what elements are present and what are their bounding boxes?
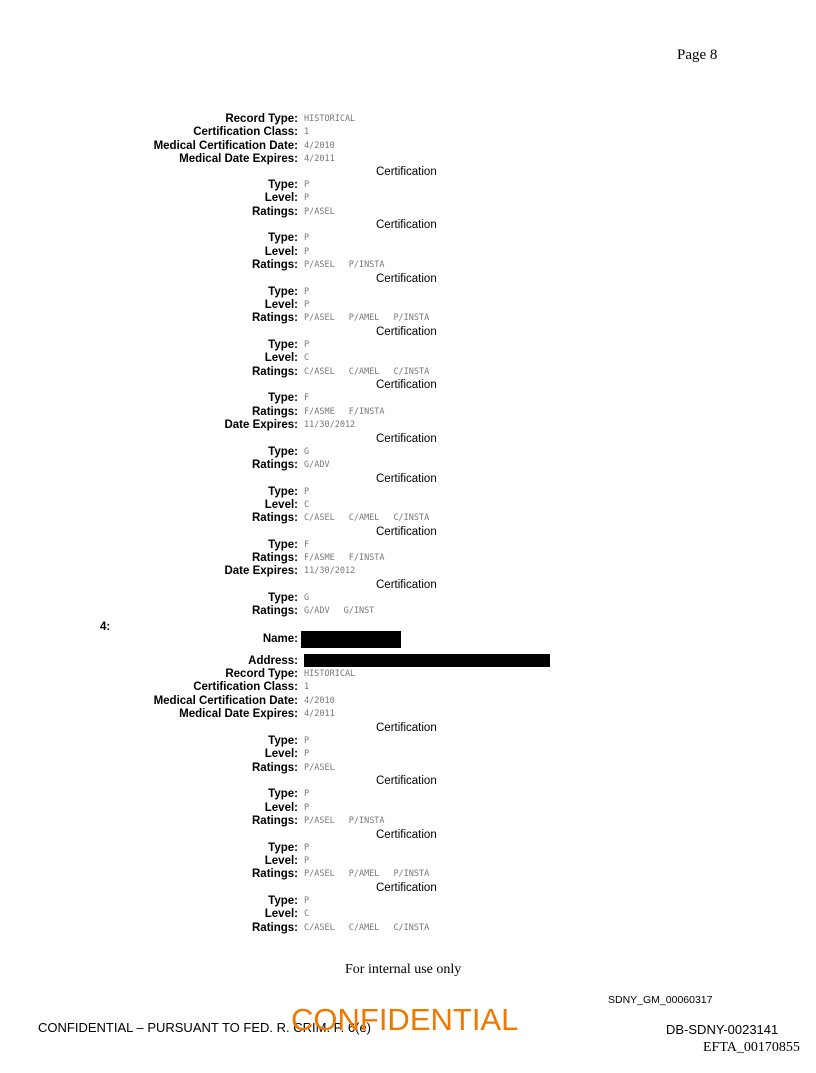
type-value: P bbox=[304, 233, 310, 244]
level-value: P bbox=[304, 749, 310, 760]
ratings-label: Ratings: bbox=[252, 605, 298, 618]
date-expires-value: 11/30/2012 bbox=[304, 419, 356, 430]
medical-date-expires-label: Medical Date Expires: bbox=[179, 707, 298, 720]
medical-certification-date-value: 4/2010 bbox=[304, 695, 335, 706]
ratings-label: Ratings: bbox=[252, 868, 298, 881]
level-label: Level: bbox=[264, 801, 298, 814]
type-label: Type: bbox=[268, 445, 298, 458]
ratings-value bbox=[304, 406, 399, 419]
certification-heading: Certification bbox=[376, 579, 437, 592]
type-label: Type: bbox=[268, 538, 298, 551]
rating-code: P/INSTA bbox=[393, 313, 430, 324]
level-label: Level: bbox=[264, 298, 298, 311]
ratings-value bbox=[304, 259, 399, 272]
certification-class-label: Certification Class: bbox=[193, 681, 298, 694]
level-label: Level: bbox=[264, 748, 298, 761]
medical-date-expires-value: 4/2011 bbox=[304, 708, 335, 719]
name-redaction bbox=[301, 631, 401, 648]
ratings-label: Ratings: bbox=[252, 365, 298, 378]
rating-code: P/ASEL bbox=[304, 869, 335, 880]
type-value: P bbox=[304, 339, 310, 350]
ratings-value bbox=[304, 312, 443, 325]
ratings-value bbox=[304, 605, 388, 618]
record-type-value: HISTORICAL bbox=[304, 669, 356, 679]
ratings-label: Ratings: bbox=[252, 405, 298, 418]
rating-code: C/ASEL bbox=[304, 366, 335, 377]
rating-code: G/ADV bbox=[304, 606, 330, 617]
ratings-value bbox=[304, 762, 349, 775]
ratings-value bbox=[304, 552, 399, 565]
certification-heading: Certification bbox=[376, 775, 437, 788]
confidential-notice: CONFIDENTIAL – PURSUANT TO FED. R. CRIM. P. 6(e) bbox=[38, 1020, 372, 1035]
record-type-value: HISTORICAL bbox=[304, 114, 356, 124]
rating-code: P/ASEL bbox=[304, 206, 335, 217]
certification-class-label: Certification Class: bbox=[193, 126, 298, 139]
record-index: 4: bbox=[100, 621, 111, 633]
internal-use-notice: For internal use only bbox=[345, 962, 462, 977]
type-value: G bbox=[304, 446, 310, 457]
certification-heading: Certification bbox=[376, 272, 437, 285]
type-label: Type: bbox=[268, 179, 298, 191]
certification-class-value: 1 bbox=[304, 127, 310, 138]
type-label: Type: bbox=[268, 788, 298, 801]
ratings-value bbox=[304, 922, 443, 935]
level-value: P bbox=[304, 246, 310, 257]
rating-code: C/AMEL bbox=[348, 513, 380, 524]
certification-heading: Certification bbox=[376, 166, 437, 178]
rating-code: G/INST bbox=[343, 606, 375, 617]
type-value: G bbox=[304, 593, 310, 604]
type-label: Type: bbox=[268, 735, 298, 747]
efta-number: EFTA_00170855 bbox=[703, 1040, 800, 1055]
rating-code: G/ADV bbox=[304, 459, 330, 470]
certification-heading: Certification bbox=[376, 525, 437, 538]
ratings-label: Ratings: bbox=[252, 458, 298, 471]
ratings-label: Ratings: bbox=[252, 258, 298, 271]
medical-certification-date-value: 4/2010 bbox=[304, 140, 335, 151]
medical-certification-date-label: Medical Certification Date: bbox=[153, 694, 298, 707]
record-type-label: Record Type: bbox=[225, 668, 298, 680]
ratings-value bbox=[304, 868, 443, 881]
ratings-value bbox=[304, 366, 443, 379]
type-label: Type: bbox=[268, 841, 298, 854]
rating-code: P/ASEL bbox=[304, 313, 335, 324]
date-expires-label: Date Expires: bbox=[224, 418, 298, 431]
type-value: P bbox=[304, 842, 310, 853]
level-value: P bbox=[304, 299, 310, 310]
rating-code: P/INSTA bbox=[348, 815, 385, 826]
rating-code: C/AMEL bbox=[348, 922, 380, 933]
type-value: P bbox=[304, 180, 310, 190]
certification-heading: Certification bbox=[376, 432, 437, 445]
rating-code: F/ASME bbox=[304, 406, 335, 417]
type-value: F bbox=[304, 539, 310, 550]
rating-code: P/AMEL bbox=[348, 313, 380, 324]
level-value: C bbox=[304, 909, 310, 920]
rating-code: C/ASEL bbox=[304, 922, 335, 933]
type-value: P bbox=[304, 286, 310, 297]
type-value: P bbox=[304, 736, 310, 746]
level-value: P bbox=[304, 855, 310, 866]
certification-heading: Certification bbox=[376, 881, 437, 894]
level-label: Level: bbox=[264, 908, 298, 921]
ratings-label: Ratings: bbox=[252, 205, 298, 218]
rating-code: P/ASEL bbox=[304, 259, 335, 270]
type-value: F bbox=[304, 393, 310, 404]
level-value: C bbox=[304, 499, 310, 510]
type-label: Type: bbox=[268, 592, 298, 605]
bates-number-sdny-gm: SDNY_GM_00060317 bbox=[608, 994, 713, 1006]
certification-heading: Certification bbox=[376, 472, 437, 485]
medical-date-expires-label: Medical Date Expires: bbox=[179, 152, 298, 165]
ratings-value bbox=[304, 459, 344, 472]
rating-code: C/INSTA bbox=[393, 513, 430, 524]
type-label: Type: bbox=[268, 392, 298, 405]
level-label: Level: bbox=[264, 245, 298, 258]
level-value: P bbox=[304, 193, 310, 204]
rating-code: C/INSTA bbox=[393, 366, 430, 377]
record-type-label: Record Type: bbox=[225, 113, 298, 125]
confidential-stamp: CONFIDENTIAL bbox=[291, 1002, 519, 1037]
type-value: P bbox=[304, 895, 310, 906]
rating-code: C/INSTA bbox=[393, 922, 430, 933]
certification-heading: Certification bbox=[376, 722, 437, 734]
certification-class-value: 1 bbox=[304, 682, 310, 693]
rating-code: F/INSTA bbox=[348, 553, 385, 564]
ratings-value bbox=[304, 512, 443, 525]
level-label: Level: bbox=[264, 352, 298, 365]
ratings-label: Ratings: bbox=[252, 761, 298, 774]
certification-heading: Certification bbox=[376, 325, 437, 338]
type-label: Type: bbox=[268, 285, 298, 298]
ratings-label: Ratings: bbox=[252, 512, 298, 525]
type-label: Type: bbox=[268, 485, 298, 498]
level-value: P bbox=[304, 802, 310, 813]
page-number: Page 8 bbox=[677, 47, 718, 63]
type-label: Type: bbox=[268, 894, 298, 907]
type-value: P bbox=[304, 789, 310, 800]
type-value: P bbox=[304, 486, 310, 497]
type-label: Type: bbox=[268, 338, 298, 351]
ratings-value bbox=[304, 815, 399, 828]
rating-code: C/AMEL bbox=[348, 366, 380, 377]
certification-heading: Certification bbox=[376, 219, 437, 232]
level-value: C bbox=[304, 353, 310, 364]
date-expires-label: Date Expires: bbox=[224, 565, 298, 578]
date-expires-value: 11/30/2012 bbox=[304, 566, 356, 577]
rating-code: P/AMEL bbox=[348, 869, 380, 880]
ratings-label: Ratings: bbox=[252, 552, 298, 565]
medical-date-expires-value: 4/2011 bbox=[304, 153, 335, 164]
rating-code: P/ASEL bbox=[304, 762, 335, 773]
medical-certification-date-label: Medical Certification Date: bbox=[153, 139, 298, 152]
rating-code: C/ASEL bbox=[304, 513, 335, 524]
address-redaction bbox=[304, 654, 550, 667]
rating-code: F/INSTA bbox=[348, 406, 385, 417]
ratings-label: Ratings: bbox=[252, 814, 298, 827]
certification-heading: Certification bbox=[376, 379, 437, 392]
rating-code: P/INSTA bbox=[348, 259, 385, 270]
rating-code: P/ASEL bbox=[304, 815, 335, 826]
level-label: Level: bbox=[264, 192, 298, 205]
bates-number-db-sdny: DB-SDNY-0023141 bbox=[666, 1022, 779, 1037]
rating-code: F/ASME bbox=[304, 553, 335, 564]
ratings-value bbox=[304, 206, 349, 219]
ratings-label: Ratings: bbox=[252, 312, 298, 325]
type-label: Type: bbox=[268, 232, 298, 245]
rating-code: P/INSTA bbox=[393, 869, 430, 880]
level-label: Level: bbox=[264, 854, 298, 867]
ratings-label: Ratings: bbox=[252, 921, 298, 934]
level-label: Level: bbox=[264, 498, 298, 511]
address-label: Address: bbox=[248, 655, 298, 667]
name-label: Name: bbox=[262, 633, 298, 645]
certification-heading: Certification bbox=[376, 828, 437, 841]
